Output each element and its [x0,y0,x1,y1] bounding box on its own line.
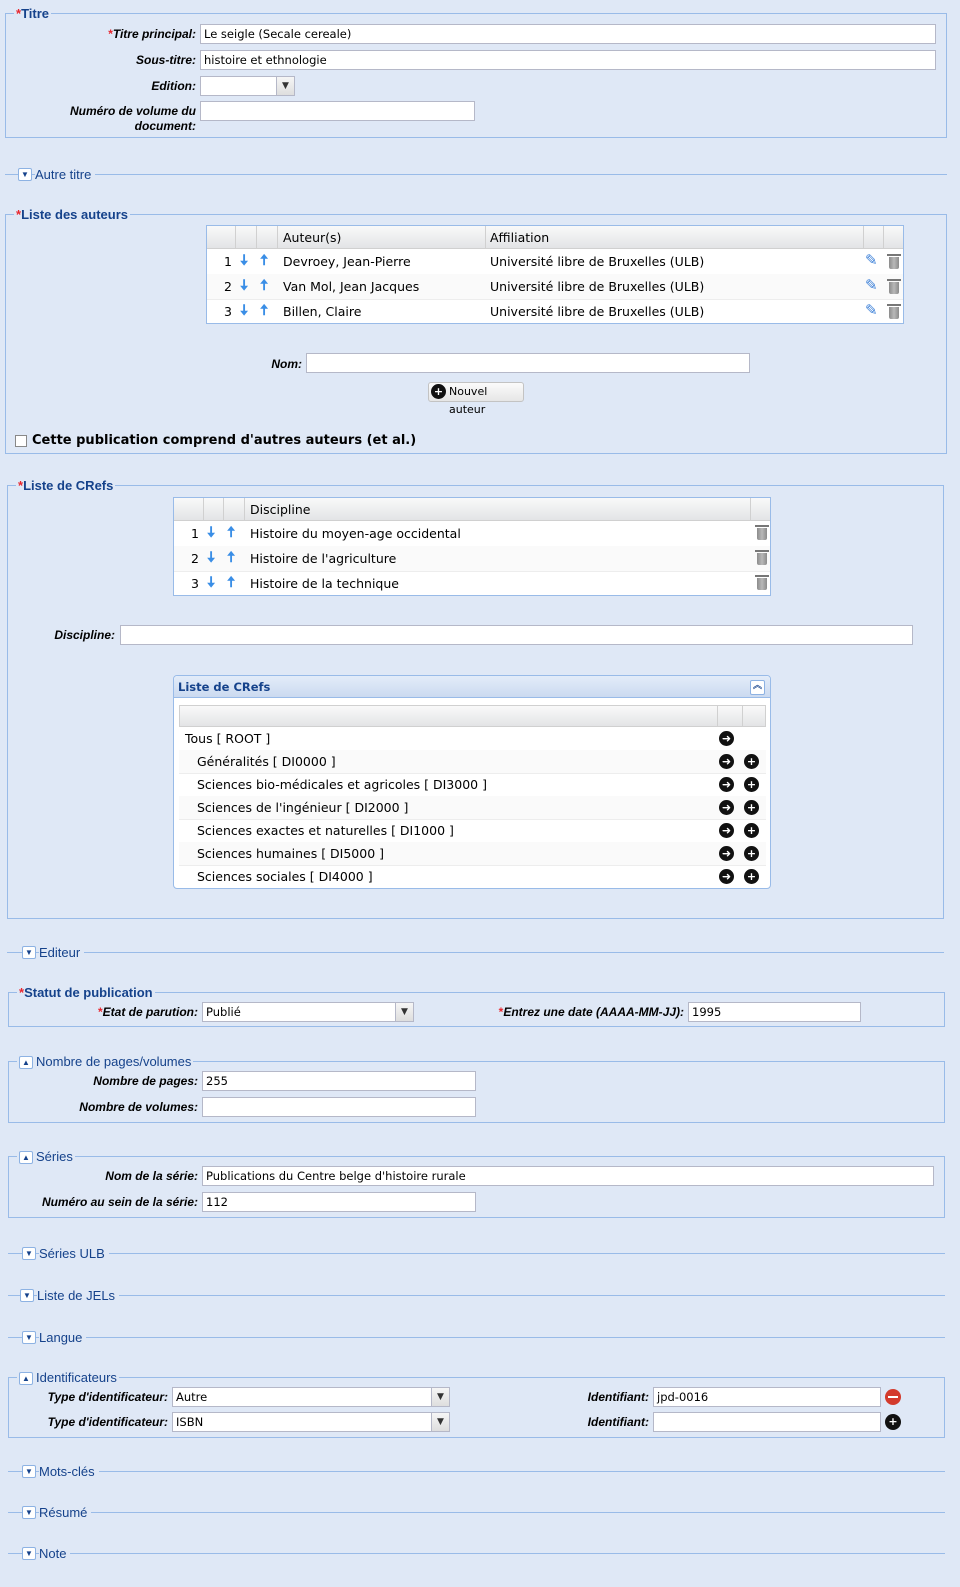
series-ulb-divider [8,1253,945,1254]
auteur-name: Devroey, Jean-Pierre [283,254,411,269]
discipline-name: Histoire de la technique [250,576,399,591]
date-input[interactable]: 1995 [688,1002,861,1022]
auteur-name: Van Mol, Jean Jacques [283,279,420,294]
discipline-name: Histoire du moyen-age occidental [250,526,461,541]
plus-icon[interactable]: + [744,869,759,884]
pages-label: Nombre de pages: [93,1074,198,1088]
discipline-input[interactable] [120,625,913,645]
serie-nom-input[interactable]: Publications du Centre belge d'histoire rurale [202,1166,934,1186]
crefs-grid-header [174,498,770,521]
titre-legend: *Titre [16,6,49,21]
plus-icon[interactable]: + [744,777,759,792]
move-down-icon[interactable]: 🠇 [240,276,249,294]
nom-label: Nom: [271,357,302,371]
nom-input[interactable] [306,353,750,373]
move-down-icon[interactable]: 🠇 [207,548,216,566]
move-up-icon[interactable]: 🠅 [260,251,269,269]
note-divider [8,1553,945,1554]
table-row[interactable]: 2 🠇 🠅 Histoire de l'agriculture [174,546,770,572]
volume-label: Numéro de volume du document: [69,104,196,133]
table-row[interactable]: 3 🠇 🠅 Billen, Claire Université libre de Bruxelles (ULB) ✎ [207,299,903,324]
delete-icon[interactable] [889,257,899,269]
chevron-down-icon[interactable]: ▼ [22,946,36,959]
type-identificateur-combo[interactable]: ISBN ▼ [172,1412,450,1432]
auteurs-grid-header [207,226,903,249]
move-up-icon[interactable]: 🠅 [260,276,269,294]
serie-numero-input[interactable]: 112 [202,1192,476,1212]
tree-node[interactable]: Sciences humaines [ DI5000 ] ➜ + [179,842,766,866]
discipline-name: Histoire de l'agriculture [250,551,397,566]
nouvel-auteur-button[interactable]: + Nouvel auteur [428,382,524,402]
etat-combo[interactable]: Publié ▼ [202,1002,414,1022]
auteur-name: Billen, Claire [283,304,362,319]
collapse-icon[interactable]: ︽ [750,680,765,695]
langue-divider [8,1337,945,1338]
series-legend: ▲ Séries [17,1149,75,1164]
delete-icon[interactable] [889,282,899,294]
type-identificateur-combo[interactable]: Autre ▼ [172,1387,450,1407]
sous-titre-input[interactable]: histoire et ethnologie [200,50,936,70]
auteur-affiliation: Université libre de Bruxelles (ULB) [490,304,705,319]
serie-numero-label: Numéro au sein de la série: [41,1195,198,1209]
col-auteurs[interactable]: Auteur(s) [283,230,342,245]
chevron-down-icon[interactable]: ▼ [395,1003,413,1021]
delete-icon[interactable] [757,578,767,590]
editeur-divider [7,952,944,953]
statut-legend: *Statut de publication [19,985,153,1000]
note-toggle[interactable]: ▼ Note [22,1545,70,1563]
auteurs-legend: *Liste des auteurs [16,207,128,222]
arrow-right-icon[interactable]: ➜ [719,823,734,838]
plus-icon[interactable]: + [744,800,759,815]
chevron-down-icon[interactable]: ▼ [276,77,294,95]
type-identificateur-label: Type d'identificateur: [47,1390,168,1404]
langue-toggle[interactable]: ▼ Langue [22,1329,86,1347]
series-ulb-toggle[interactable]: ▼ Séries ULB [22,1245,109,1263]
volumes-label: Nombre de volumes: [79,1100,198,1114]
move-up-icon[interactable]: 🠅 [227,573,236,591]
move-up-icon[interactable]: 🠅 [260,301,269,319]
arrow-right-icon[interactable]: ➜ [719,869,734,884]
pages-legend: ▲ Nombre de pages/volumes [17,1054,193,1069]
chevron-down-icon[interactable]: ▼ [22,1331,36,1344]
table-row[interactable]: 1 🠇 🠅 Histoire du moyen-age occidental [174,521,770,547]
resume-divider [8,1512,945,1513]
crefs-tree-panel [173,675,771,889]
arrow-right-icon[interactable]: ➜ [719,800,734,815]
etat-label: *Etat de parution: [97,1005,198,1019]
autre-titre-divider [5,174,947,175]
auteurs-grid [206,225,904,324]
arrow-right-icon[interactable]: ➜ [719,754,734,769]
chevron-down-icon[interactable]: ▼ [18,168,32,181]
plus-icon[interactable]: + [744,754,759,769]
chevron-up-icon[interactable]: ▲ [19,1372,33,1385]
identifiant-label: Identifiant: [587,1415,649,1429]
chevron-down-icon[interactable]: ▼ [431,1413,449,1431]
crefs-grid [173,497,771,596]
table-row[interactable]: 3 🠇 🠅 Histoire de la technique [174,571,770,596]
resume-toggle[interactable]: ▼ Résumé [22,1504,91,1522]
identifiant-input[interactable] [653,1412,881,1432]
chevron-down-icon[interactable]: ▼ [22,1465,36,1478]
arrow-right-icon[interactable]: ➜ [719,731,734,746]
identificateurs-legend: ▲ Identificateurs [17,1370,119,1385]
delete-icon[interactable] [757,528,767,540]
chevron-down-icon[interactable]: ▼ [22,1547,36,1560]
volume-input[interactable] [200,101,475,121]
chevron-down-icon[interactable]: ▼ [22,1247,36,1260]
tree-node-root[interactable]: Tous [ ROOT ] ➜ [179,727,766,751]
crefs-legend: *Liste de CRefs [18,478,114,493]
tree-header [179,705,766,727]
plus-icon[interactable]: + [744,823,759,838]
tree-body [179,727,766,887]
chevron-down-icon[interactable]: ▼ [20,1289,34,1302]
sous-titre-label: Sous-titre: [136,53,196,67]
auteur-affiliation: Université libre de Bruxelles (ULB) [490,279,705,294]
delete-icon[interactable] [757,553,767,565]
et-al-label: Cette publication comprend d'autres auteurs (et al.) [32,433,417,448]
delete-icon[interactable] [889,307,899,319]
tree-node[interactable]: Sciences exactes et naturelles [ DI1000 ] ➜ + [179,819,766,843]
plus-icon[interactable]: + [744,846,759,861]
date-label: *Entrez une date (AAAA-MM-JJ): [498,1005,684,1019]
titre-principal-label: *Titre principal: [108,27,196,41]
move-down-icon[interactable]: 🠇 [240,251,249,269]
edit-icon[interactable]: ✎ [865,301,878,319]
col-affiliation[interactable]: Affiliation [490,230,550,245]
mots-cles-divider [8,1471,945,1472]
edition-combo[interactable] [200,76,295,96]
move-down-icon[interactable]: 🠇 [240,301,249,319]
arrow-right-icon[interactable]: ➜ [719,777,734,792]
move-down-icon[interactable]: 🠇 [207,573,216,591]
table-row[interactable]: 2 🠇 🠅 Van Mol, Jean Jacques Université libre de Bruxelles (ULB) ✎ [207,274,903,300]
volumes-input[interactable] [202,1097,476,1117]
move-down-icon[interactable]: 🠇 [207,523,216,541]
titre-principal-input[interactable]: Le seigle (Secale cereale) [200,24,936,44]
plus-icon: + [431,384,446,399]
serie-nom-label: Nom de la série: [105,1169,198,1183]
discipline-label: Discipline: [54,628,115,642]
tree-node[interactable]: Sciences de l'ingénieur [ DI2000 ] ➜ + [179,796,766,820]
autre-titre-toggle[interactable]: ▼ Autre titre [18,166,95,184]
chevron-up-icon[interactable]: ▲ [19,1056,33,1069]
col-discipline[interactable]: Discipline [250,502,311,517]
tree-node[interactable]: Généralités [ DI0000 ] ➜ + [179,750,766,774]
move-up-icon[interactable]: 🠅 [227,548,236,566]
move-up-icon[interactable]: 🠅 [227,523,236,541]
chevron-up-icon[interactable]: ▲ [19,1151,33,1164]
jels-toggle[interactable]: ▼ Liste de JELs [20,1287,119,1305]
tree-node[interactable]: Sciences bio-médicales et agricoles [ DI3000 ] ➜ + [179,773,766,797]
jels-divider [8,1295,945,1296]
chevron-down-icon[interactable]: ▼ [22,1506,36,1519]
arrow-right-icon[interactable]: ➜ [719,846,734,861]
crefs-tree-title: Liste de CRefs ︽ [174,676,770,698]
identifiant-input[interactable]: jpd-0016 [653,1387,881,1407]
edit-icon[interactable]: ✎ [865,276,878,294]
identifiant-label: Identifiant: [587,1390,649,1404]
auteur-affiliation: Université libre de Bruxelles (ULB) [490,254,705,269]
table-row[interactable]: 1 🠇 🠅 Devroey, Jean-Pierre Université libre de Bruxelles (ULB) ✎ [207,249,903,275]
chevron-down-icon[interactable]: ▼ [431,1388,449,1406]
edition-label: Edition: [151,79,196,93]
pages-input[interactable]: 255 [202,1071,476,1091]
editeur-toggle[interactable]: ▼ Editeur [22,944,84,962]
type-identificateur-label: Type d'identificateur: [47,1415,168,1429]
tree-node[interactable]: Sciences sociales [ DI4000 ] ➜ + [179,865,766,887]
plus-icon[interactable]: + [885,1414,901,1430]
mots-cles-toggle[interactable]: ▼ Mots-clés [22,1463,99,1481]
et-al-checkbox[interactable] [15,435,27,447]
edit-icon[interactable]: ✎ [865,251,878,269]
remove-icon[interactable] [885,1389,901,1405]
